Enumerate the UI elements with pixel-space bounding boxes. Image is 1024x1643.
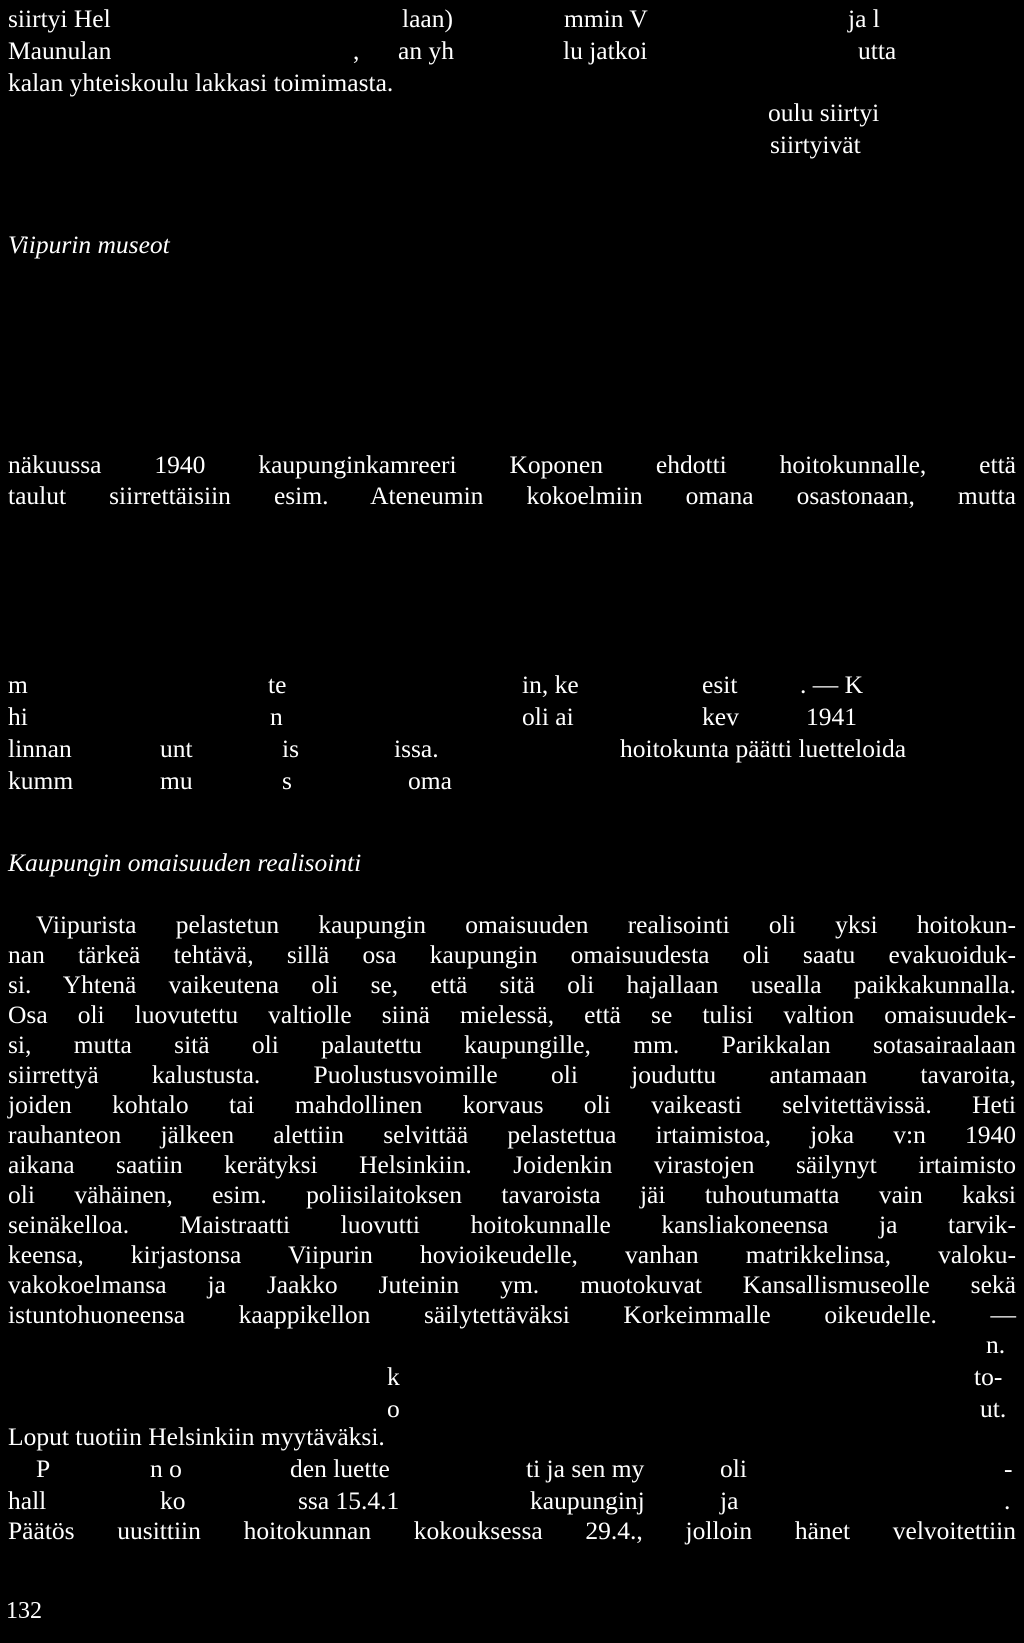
page-number: 132 [6,1598,42,1624]
top-line-3: kalan yhteiskoulu lakkasi toimimasta. [8,68,394,97]
text-fragment: k [387,1362,400,1391]
tail-line: Loput tuotiin Helsinkiin myytäväksi. [8,1422,385,1451]
museum-line-2: taulut siirrettäisiin esim. Ateneumin kokoelmiin omana osastonaan, mutta [8,481,1016,510]
paragraph-line: keensa, kirjastonsa Viipurin hovioikeudelle, vanhan matrikkelinsa, valoku- [8,1240,1016,1269]
text-fragment: laan) [402,4,453,33]
paragraph-line: Viipurista pelastetun kaupungin omaisuuden realisointi oli yksi hoitokun- [36,910,1016,939]
text-fragment: esit [702,670,738,699]
text-fragment: ti ja sen my [526,1454,645,1483]
text-fragment: kumm [8,766,74,795]
paragraph-line: oli vähäinen, esim. poliisilaitoksen tavaroista jäi tuhoutumatta vain kaksi [8,1180,1016,1209]
text-fragment: ja l [848,4,880,33]
text-fragment: hall [8,1486,47,1515]
text-fragment: issa. [394,734,439,763]
text-fragment: mu [160,766,193,795]
tail-fragment: n. [986,1330,1006,1359]
text-fragment: oli ai [522,702,574,731]
text-fragment: n [270,702,283,731]
paragraph-line: joiden kohtalo tai mahdollinen korvaus oli vaikeasti selvitettävissä. Heti [8,1090,1016,1119]
text-fragment: unt [160,734,193,763]
text-fragment: an yh [398,36,454,65]
text-fragment: m [8,670,28,699]
text-fragment: Maunulan [8,36,112,65]
text-fragment: mmin V [564,4,648,33]
paragraph-line: Osa oli luovutettu valtiolle siinä mielessä, että se tulisi valtion omaisuudek- [8,1000,1016,1029]
text-fragment: utta [858,36,897,65]
text-fragment: kaupunginj [530,1486,645,1515]
text-fragment: linnan [8,734,72,763]
text-fragment: P [36,1454,51,1483]
text-fragment: in, ke [522,670,579,699]
text-fragment: te [268,670,287,699]
section-heading-museums: Viipurin museot [8,230,170,259]
paragraph-line: si, mutta sitä oli palautettu kaupungille, mm. Parikkalan sotasairaalaan [8,1030,1016,1059]
text-fragment: s [282,766,292,795]
top-fragment-line-4: oulu siirtyi [768,98,880,127]
text-fragment: hoitokunta päätti luetteloida [620,734,907,763]
text-fragment: . [1004,1486,1011,1515]
museum-line-1: näkuussa 1940 kaupunginkamreeri Koponen ehdotti hoitokunnalle, että [8,450,1016,479]
paragraph-line: rauhanteon jälkeen alettiin selvittää pelastettua irtaimistoa, joka v:n 1940 [8,1120,1016,1149]
text-fragment: oli [720,1454,747,1483]
text-fragment: ko [160,1486,186,1515]
text-fragment: hi [8,702,28,731]
section-heading-realisation: Kaupungin omaisuuden realisointi [8,848,362,877]
paragraph-line: vakokoelmansa ja Jaakko Juteinin ym. muotokuvat Kansallismuseolle sekä [8,1270,1016,1299]
final-line: Päätös uusittiin hoitokunnan kokouksessa 29.4., jolloin hänet velvoitettiin [8,1516,1016,1545]
paragraph-line: aikana saatiin kerätyksi Helsinkiin. Joidenkin virastojen säilynyt irtaimisto [8,1150,1016,1179]
top-fragment-line-5: siirtyivät [770,130,861,159]
text-fragment: oma [408,766,452,795]
text-fragment: , [353,36,360,65]
text-fragment: is [282,734,300,763]
text-fragment: lu jatkoi [563,36,648,65]
paragraph-line: istuntohuoneensa kaappikellon säilytettäväksi Korkeimmalle oikeudelle. — [8,1300,1016,1329]
text-fragment: n o [150,1454,182,1483]
paragraph-line: si. Yhtenä vaikeutena oli se, että sitä oli hajallaan usealla paikkakunnalla. [8,970,1016,999]
paragraph-line: nan tärkeä tehtävä, sillä osa kaupungin omaisuudesta oli saatu evakuoiduk- [8,940,1016,969]
text-fragment: ssa 15.4.1 [298,1486,400,1515]
text-fragment: kev [702,702,739,731]
text-fragment: 1941 [806,702,857,731]
text-fragment: - [1004,1454,1013,1483]
paragraph-line: siirrettyä kalustusta. Puolustusvoimille oli jouduttu antamaan tavaroita, [8,1060,1016,1089]
text-fragment: . — K [800,670,864,699]
text-fragment: o [387,1394,400,1423]
text-fragment: den luette [290,1454,390,1483]
text-fragment: to- [974,1362,1003,1391]
text-fragment: ja [720,1486,739,1515]
text-fragment: siirtyi Hel [8,4,111,33]
paragraph-line: seinäkelloa. Maistraatti luovutti hoitokunnalle kansliakoneensa ja tarvik- [8,1210,1016,1239]
text-fragment: ut. [980,1394,1007,1423]
